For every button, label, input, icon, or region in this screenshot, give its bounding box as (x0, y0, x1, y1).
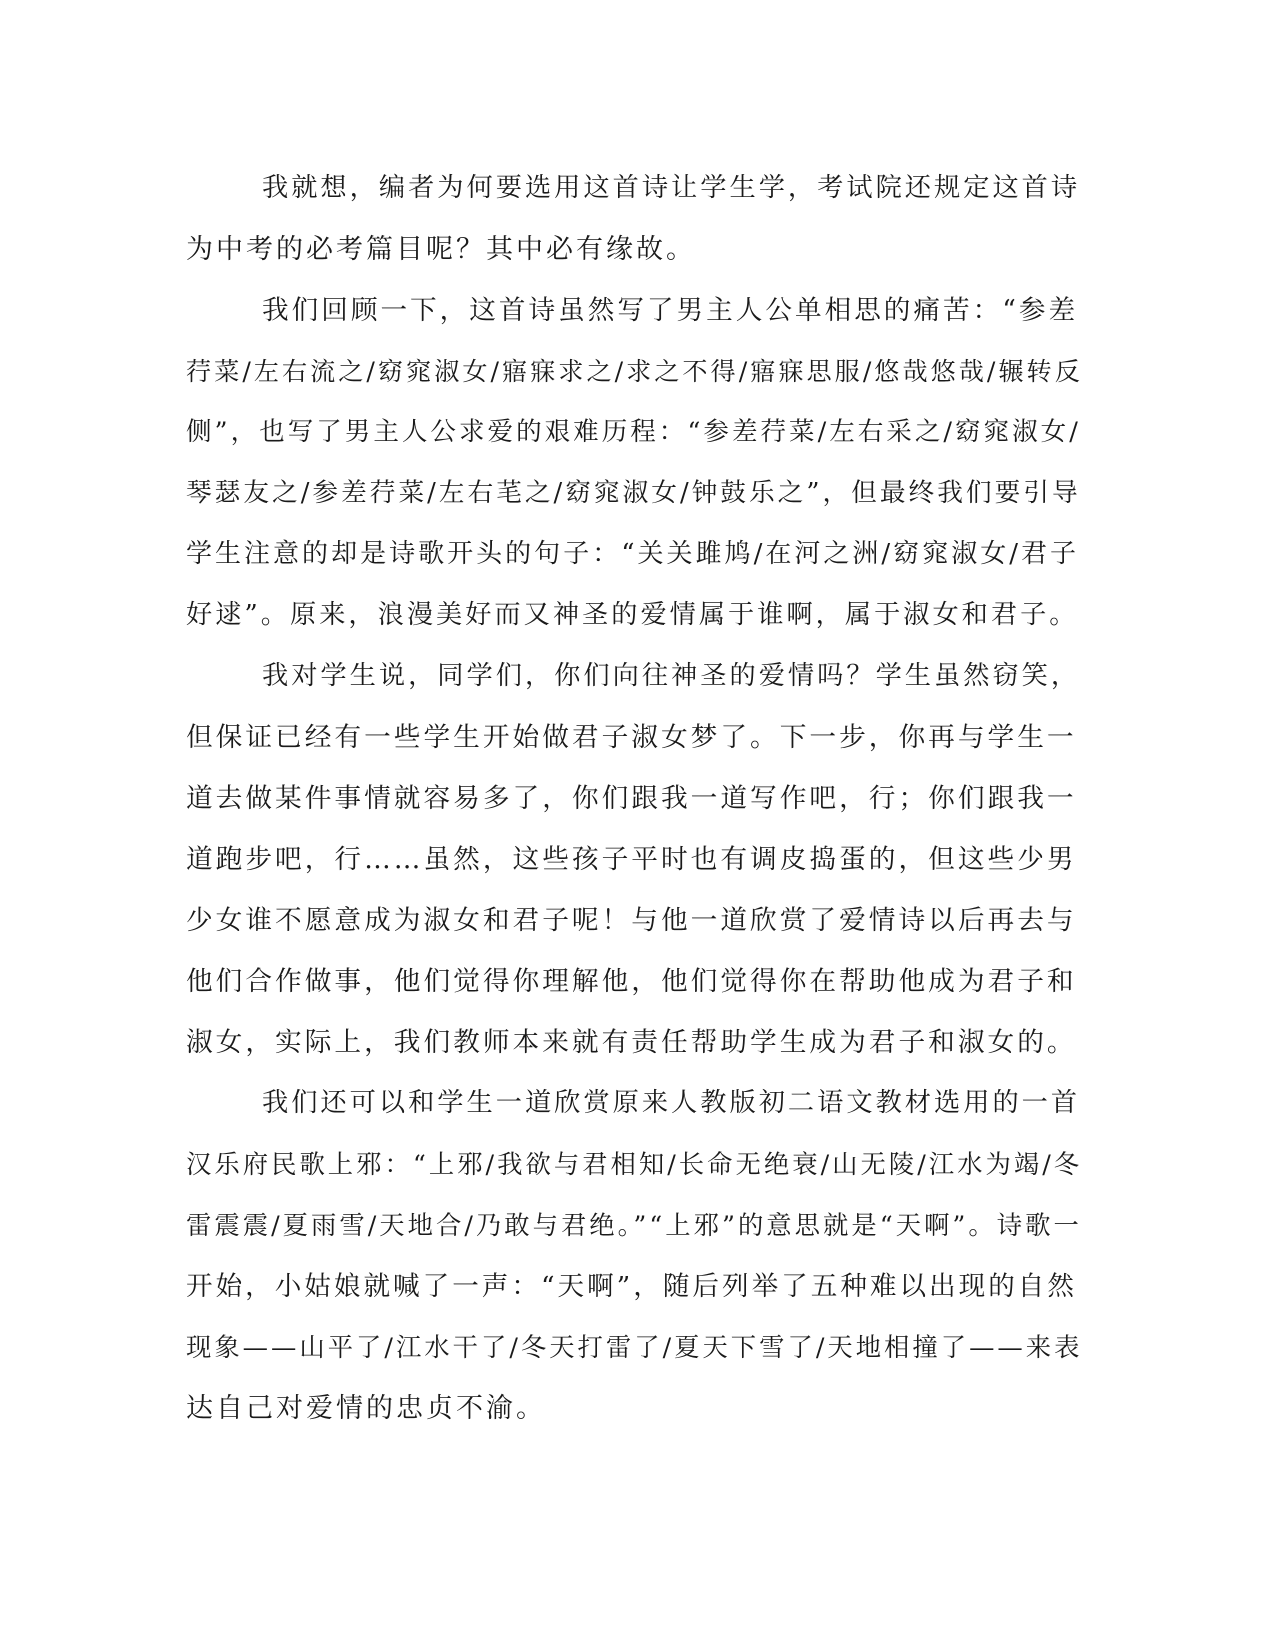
text-line: 琴瑟友之/参差荇菜/左右芼之/窈窕淑女/钟鼓乐之”，但最终我们要引导 (186, 478, 1081, 508)
text-line: 开始，小姑娘就喊了一声：“天啊”，随后列举了五种难以出现的自然 (186, 1271, 1077, 1302)
text-line: 淑女，实际上，我们教师本来就有责任帮助学生成为君子和淑女的。 (186, 1027, 1077, 1058)
text-line: 我们还可以和学生一道欣赏原来人教版初二语文教材选用的一首 (262, 1088, 1081, 1118)
text-line: 现象——山平了/江水干了/冬天打雷了/夏天下雪了/天地相撞了——来表 (186, 1332, 1083, 1362)
text-line: 达自己对爱情的忠贞不渝。 (186, 1393, 546, 1424)
text-line: 我就想，编者为何要选用这首诗让学生学，考试院还规定这首诗 (262, 173, 1081, 203)
text-line: 道跑步吧，行……虽然，这些孩子平时也有调皮捣蛋的，但这些少男 (186, 844, 1077, 875)
text-line: 我对学生说，同学们，你们向往神圣的爱情吗？学生虽然窃笑， (262, 661, 1081, 691)
text-line: 好逑”。原来，浪漫美好而又神圣的爱情属于谁啊，属于淑女和君子。 (186, 600, 1079, 630)
text-line: 为中考的必考篇目呢？其中必有缘故。 (186, 234, 696, 265)
text-line: 道去做某件事情就容易多了，你们跟我一道写作吧，行；你们跟我一 (186, 783, 1077, 814)
document-body (186, 158, 1083, 1439)
text-line: 我们回顾一下，这首诗虽然写了男主人公单相思的痛苦：“参差 (262, 295, 1079, 326)
text-line: 少女谁不愿意成为淑女和君子呢！与他一道欣赏了爱情诗以后再去与 (186, 905, 1077, 936)
text-line: 汉乐府民歌上邪：“上邪/我欲与君相知/长命无绝衰/山无陵/江水为竭/冬 (186, 1149, 1083, 1179)
text-line: 但保证已经有一些学生开始做君子淑女梦了。下一步，你再与学生一 (186, 722, 1077, 753)
text-line: 荇菜/左右流之/窈窕淑女/寤寐求之/求之不得/寤寐思服/悠哉悠哉/辗转反 (186, 357, 1083, 386)
text-line: 他们合作做事，他们觉得你理解他，他们觉得你在帮助他成为君子和 (186, 966, 1077, 997)
text-line: 学生注意的却是诗歌开头的句子：“关关雎鸠/在河之洲/窈窕淑女/君子 (186, 539, 1080, 569)
text-line: 侧”，也写了男主人公求爱的艰难历程：“参差荇菜/左右采之/窈窕淑女/ (186, 417, 1081, 447)
text-line: 雷震震/夏雨雪/天地合/乃敢与君绝。”“上邪”的意思就是“天啊”。诗歌一 (186, 1210, 1082, 1240)
